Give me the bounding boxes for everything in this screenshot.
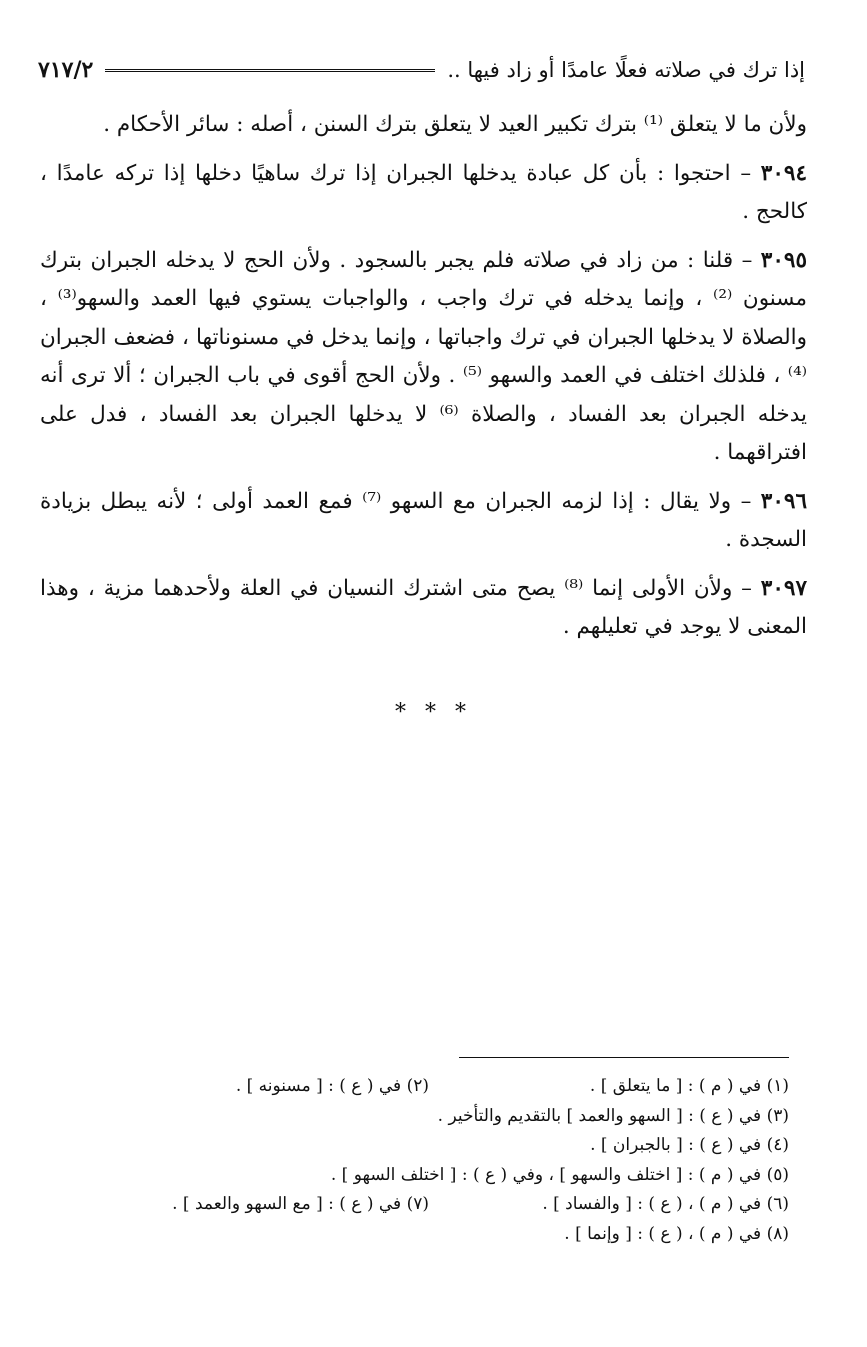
footnote: (٦) في ( م ) ، ( ع ) : [ والفساد ] . [542,1194,789,1214]
footnote: (٣) في ( ع ) : [ السهو والعمد ] بالتقديم والتأخير . [437,1105,789,1126]
section-separator: * * * [395,700,472,725]
footnote-row [60,1131,789,1161]
footnote: (٨) في ( م ) ، ( ع ) : [ وإنما ] . [564,1223,789,1244]
footnote-rule [459,1057,789,1058]
paragraph-text: – ولأن الأولى إنما ⁽⁸⁾ يصح متى اشترك النسيان في العلة ولأحدهما مزية ، وهذا المعنى لا يوجد في تعليلهم . [40,575,807,639]
footnotes [60,1072,789,1249]
paragraph-text: – احتجوا : بأن كل عبادة يدخلها الجبران إذا ترك ساهيًا دخلها إذا تركه عامدًا ، كالحج . [40,160,807,224]
paragraph-number: ٣٠٩٤ [760,160,807,186]
page-number: ٧١٧/٢ [38,57,94,83]
paragraph [40,155,807,232]
paragraph [40,242,807,473]
paragraph-text: – ولا يقال : إذا لزمه الجبران مع السهو ⁽⁷⁾ فمع العمد أولى ؛ لأنه يبطل بزيادة السجدة . [40,488,807,552]
header-title: إذا ترك في صلاته فعلًا عامدًا أو زاد فيها .. [447,58,805,82]
paragraph-text: ولأن ما لا يتعلق ⁽¹⁾ بترك تكبير العيد لا يتعلق بترك السنن ، أصله : سائر الأحكام . [103,112,807,137]
running-header [38,50,805,90]
footnote-row [60,1190,789,1220]
main-text [40,106,807,657]
header-rule [105,69,435,72]
paragraph-number: ٣٠٩٧ [760,575,807,601]
paragraph [40,483,807,560]
footnote: (٥) في ( م ) : [ اختلف والسهو ] ، وفي ( ع ) : [ اختلف السهو ] . [330,1164,789,1185]
footnote: (٤) في ( ع ) : [ بالجبران ] . [590,1135,789,1155]
footnote: (١) في ( م ) : [ ما يتعلق ] . [589,1076,789,1096]
paragraph-number: ٣٠٩٥ [760,247,807,273]
footnote-row [60,1161,789,1191]
paragraph-number: ٣٠٩٦ [760,488,807,514]
paragraph [40,570,807,647]
footnote-row [60,1072,789,1102]
footnote-row [60,1102,789,1132]
footnote: (٧) في ( ع ) : [ مع السهو والعمد ] . [172,1194,429,1214]
paragraph [40,106,807,145]
footnote-row [60,1220,789,1250]
footnote: (٢) في ( ع ) : [ مسنونه ] . [235,1076,429,1096]
paragraph-text: – قلنا : من زاد في صلاته فلم يجبر بالسجود . ولأن الحج لا يدخله الجبران بترك مسنون ⁽²⁾ ، وإنما يدخله في ترك واجب ، والواجبات يستوي فيها العمد والسهو⁽³⁾ ، والصلاة لا يدخلها الجبران في ترك واجباتها ، وإنما يدخل في مسنوناتها ، فضعف الجبران ⁽⁴⁾ ، فلذلك اختلف في العمد والسهو ⁽⁵⁾ . ولأن الحج أقوى في باب الجبران ؛ ألا ترى أنه يدخله الجبران بعد الفساد ، والصلاة ⁽⁶⁾ لا يدخلها الجبران بعد الفساد ، فدل على افتراقهما . [40,247,807,465]
